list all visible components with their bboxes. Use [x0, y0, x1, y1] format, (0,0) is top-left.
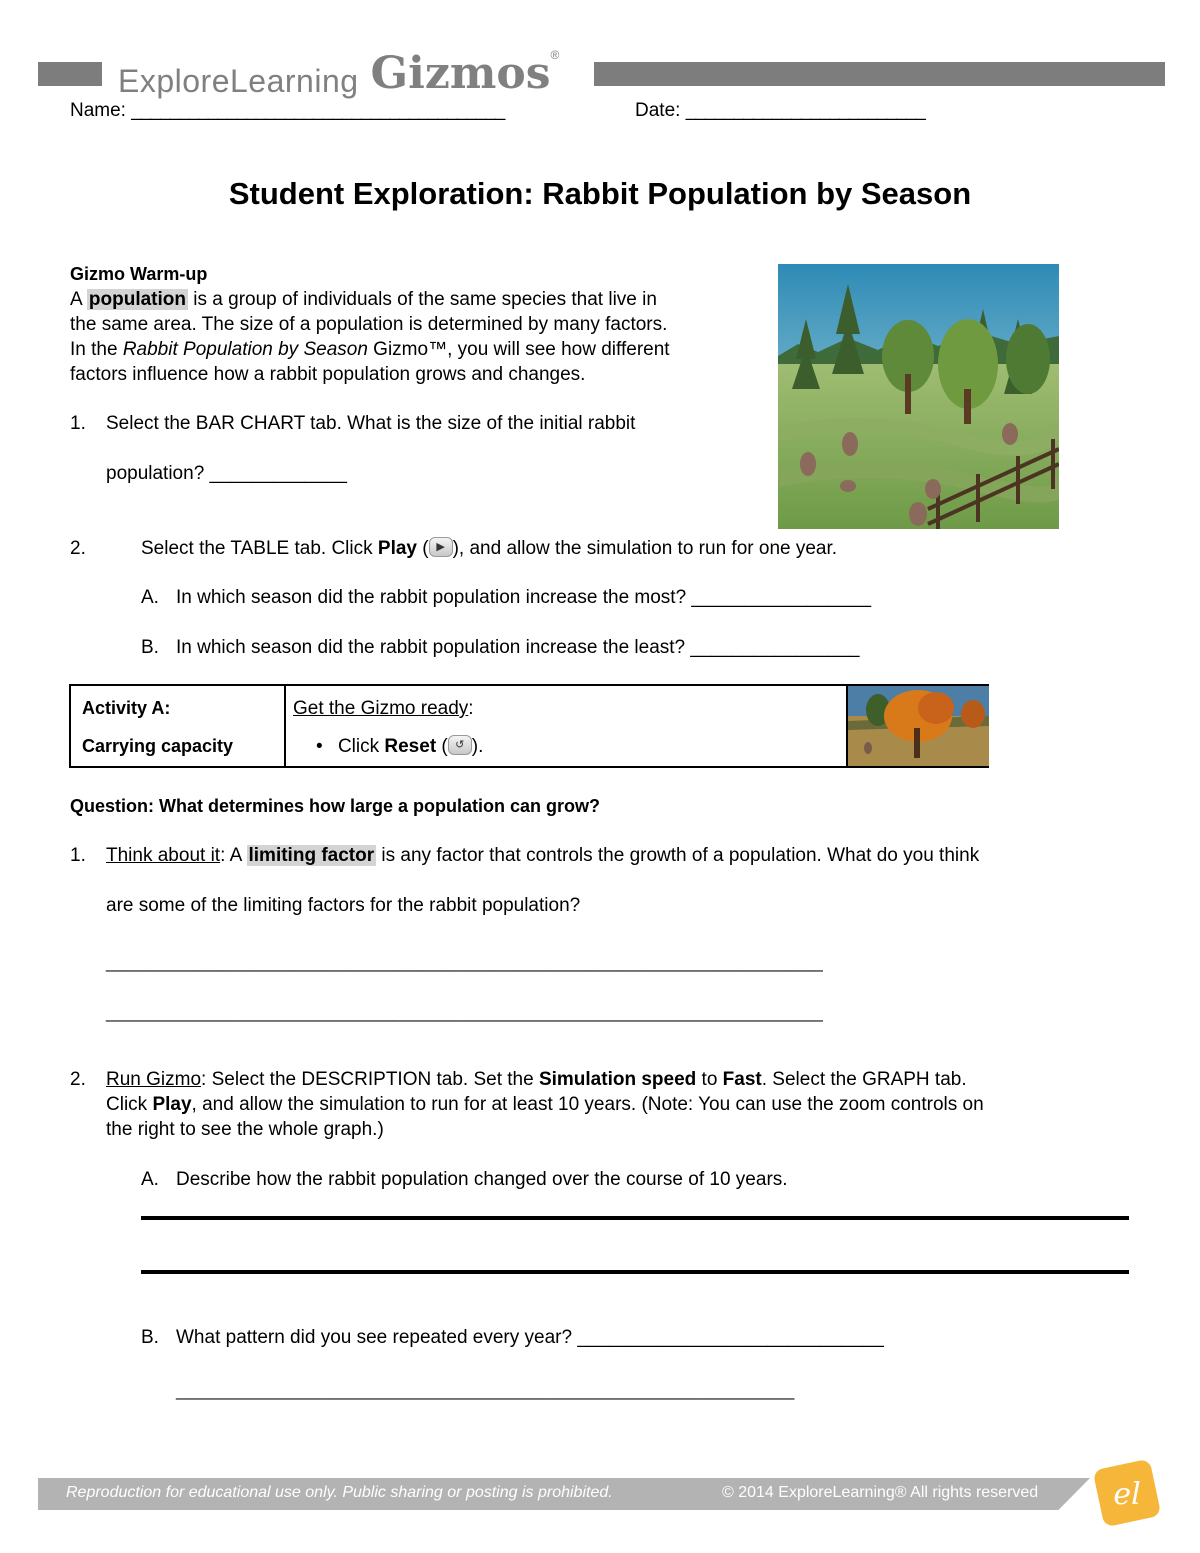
- warmup-q2a-label: A.: [141, 587, 159, 608]
- header-bar-left: [38, 62, 102, 86]
- date-blank[interactable]: _________________________: [685, 100, 925, 121]
- paren: (: [436, 736, 448, 757]
- name-field[interactable]: [70, 98, 504, 123]
- play-label: Play: [152, 1094, 192, 1115]
- warmup-q2a-text[interactable]: In which season did the rabbit population increase the most? _________________: [176, 587, 872, 608]
- warmup-text: A: [70, 289, 87, 310]
- term-population: population: [88, 289, 186, 310]
- name-label: Name:: [70, 100, 126, 121]
- play-label: Play: [377, 538, 417, 559]
- think-about-it: Think about it: [106, 845, 221, 866]
- activity-q2b-label: B.: [141, 1327, 159, 1348]
- warmup-q1-answer[interactable]: population? _____________: [106, 463, 347, 484]
- colon: :: [468, 698, 474, 719]
- activity-q2-line1: [106, 1067, 967, 1092]
- paren: ).: [471, 736, 484, 757]
- simulation-speed: Simulation speed: [538, 1069, 697, 1090]
- name-blank[interactable]: _______________________________________: [131, 100, 505, 121]
- rabbit-field-illustration: [778, 264, 1059, 529]
- activity-q1-number: 1.: [70, 845, 86, 866]
- date-field[interactable]: [635, 98, 925, 123]
- autumn-tree-illustration: [848, 686, 989, 766]
- answer-line-1[interactable]: ________________________________________________________________________________: [106, 953, 823, 972]
- autumn-image-cell: [846, 686, 989, 766]
- warmup-text: In the: [70, 339, 123, 360]
- run-gizmo: Run Gizmo: [106, 1069, 202, 1090]
- activity-label-cell: [71, 686, 286, 766]
- logo-text: el: [1113, 1477, 1141, 1512]
- footer-copyright: © 2014 ExploreLearning® All rights reserved: [722, 1484, 1039, 1501]
- q2-text: Click: [106, 1094, 153, 1115]
- click-text: Click: [337, 736, 385, 757]
- warmup-text: is a group of individuals of the same species that live in: [188, 289, 657, 310]
- q2-text: , and allow the simulation to run for at least 10 years. (Note: You can use the zoom controls on: [191, 1094, 984, 1115]
- activity-title: Carrying capacity: [82, 736, 234, 756]
- activity-label: Activity A:: [82, 698, 171, 718]
- warmup-q2-number: 2.: [70, 538, 86, 559]
- reset-label: Reset: [384, 736, 437, 757]
- warmup-line-2: the same area. The size of a population is determined by many factors.: [70, 314, 668, 335]
- activity-q2a-label: A.: [141, 1169, 159, 1190]
- warmup-text: Gizmo™, you will see how different: [367, 339, 670, 360]
- q2-text: ), and allow the simulation to run for one year.: [452, 538, 838, 559]
- footer-disclaimer: Reproduction for educational use only. Public sharing or posting is prohibited.: [66, 1484, 613, 1501]
- q2-text: . Select the GRAPH tab.: [761, 1069, 967, 1090]
- answer-line-3[interactable]: _____________________________________________________________________: [176, 1381, 794, 1400]
- warmup-q1: [70, 411, 86, 436]
- header-bar-right: [594, 62, 1165, 86]
- q2-text: (: [417, 538, 429, 559]
- bullet: •: [316, 736, 323, 757]
- q1-text: : A: [220, 845, 247, 866]
- warmup-q1-text: Select the BAR CHART tab. What is the size of the initial rabbit: [106, 413, 636, 434]
- q2-text: Select the TABLE tab. Click: [141, 538, 378, 559]
- answer-line-2[interactable]: ________________________________________________________________________________: [106, 1003, 823, 1022]
- activity-table: [69, 684, 989, 768]
- activity-q2-line2: [106, 1092, 984, 1117]
- activity-q1-line2: are some of the limiting factors for the rabbit population?: [106, 895, 581, 916]
- brand-logo: [118, 44, 559, 100]
- gizmo-ready: [293, 696, 474, 721]
- warmup-line-3: [70, 337, 670, 362]
- warmup-q2b-label: B.: [141, 637, 159, 658]
- reset-icon: ↺: [448, 735, 472, 755]
- explorelearning-logo-icon: [1094, 1460, 1160, 1526]
- activity-q2a-text: Describe how the rabbit population changed over the course of 10 years.: [176, 1169, 788, 1190]
- gizmo-ready-label: Get the Gizmo ready: [293, 698, 469, 719]
- warmup-line-1: [70, 287, 657, 312]
- question-number: 1.: [70, 413, 86, 434]
- brand-registered: ®: [550, 48, 560, 62]
- q1-text: is any factor that controls the growth of a population. What do you think: [376, 845, 980, 866]
- activity-q2-line3: the right to see the whole graph.): [106, 1119, 384, 1140]
- q2-text: to: [696, 1069, 723, 1090]
- answer-rule-2[interactable]: [141, 1270, 1129, 1274]
- activity-q1-text: [106, 843, 979, 868]
- term-limiting-factor: limiting factor: [248, 845, 375, 866]
- question-heading: Question: What determines how large a population can grow?: [70, 796, 601, 816]
- warmup-q2b-text[interactable]: In which season did the rabbit population increase the least? ________________: [176, 637, 860, 658]
- activity-q2b-text[interactable]: What pattern did you see repeated every year? _____________________________: [176, 1327, 884, 1348]
- gizmo-name: Rabbit Population by Season: [122, 339, 368, 360]
- answer-rule-1[interactable]: [141, 1216, 1129, 1220]
- warmup-q2-text: [141, 536, 837, 561]
- warmup-line-4: factors influence how a rabbit population grows and changes.: [70, 364, 586, 385]
- reset-instruction: [316, 734, 483, 759]
- fast-label: Fast: [722, 1069, 762, 1090]
- brand-gizmos: Gizmos: [370, 48, 551, 99]
- date-label: Date:: [635, 100, 681, 121]
- activity-q2-number: 2.: [70, 1069, 86, 1090]
- page-title: Student Exploration: Rabbit Population by Season: [228, 176, 972, 211]
- q2-text: : Select the DESCRIPTION tab. Set the: [201, 1069, 539, 1090]
- play-icon: ▶: [429, 537, 453, 557]
- brand-explore: ExploreLearning: [118, 63, 359, 99]
- warmup-heading: Gizmo Warm-up: [70, 264, 208, 284]
